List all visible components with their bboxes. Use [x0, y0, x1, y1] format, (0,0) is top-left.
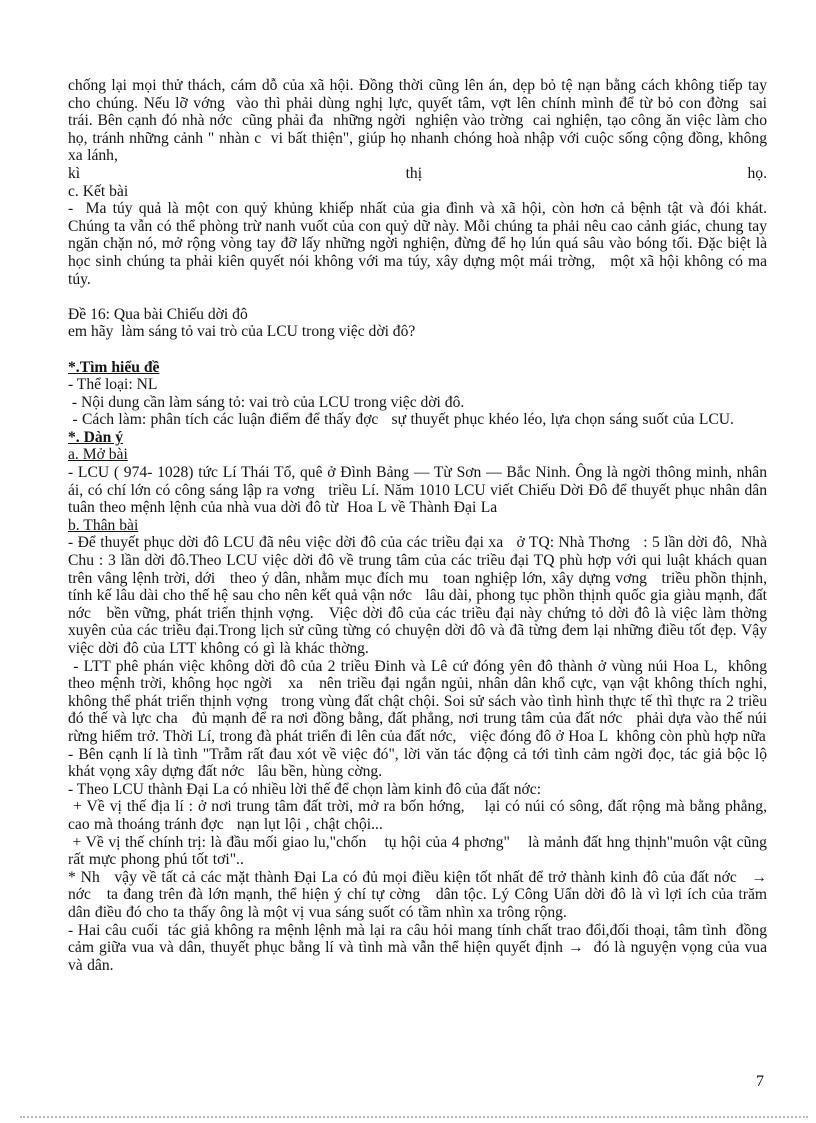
line-the-loai: - Thể loại: NL	[68, 376, 158, 394]
spread-word: họ.	[747, 164, 767, 182]
paragraph-hai-cau-cuoi: - Hai câu cuối tác giả không ra mệnh lệnh mà lại ra câu hỏi mang tính chất trao đổi,đối thoại, tâm tình đồng cảm giữa vua và dân, thuyết phục bằng lí và tình mà vẫn thể hiện quyết định → đó là nguyện vọng của vua và dân.	[68, 921, 772, 974]
heading-than-bai: b. Thân bài	[68, 516, 139, 534]
paragraph-vi-the-chinh-tri: + Về vị thế chính trị: là đầu mối giao lu,"chốn tụ hội của 4 phơng" là mảnh đất hng thịnh"muôn vật cũng rất mực phong phú tốt tơi"..	[68, 833, 772, 869]
topic-title-de-16: Đề 16: Qua bài Chiếu dời đô	[68, 305, 248, 323]
paragraph-ben-canh-li-la-tinh: - Bên cạnh lí là tình "Trẫm rất đau xót về việc đó", lời văn tác động cả tới tình cảm ngời đọc, tác giả bộc lộ khát vọng xây dựng đất nớc lâu bền, hùng cờng.	[68, 745, 772, 781]
line-noi-dung: - Nội dung cần làm sáng tỏ: vai trò của LCU trong việc dời đô.	[68, 393, 465, 411]
spread-word: thị	[405, 164, 423, 182]
heading-mo-bai: a. Mở bài	[68, 446, 128, 464]
line-theo-lcu-dai-la: - Theo LCU thành Đại La có nhiều lời thế để chọn làm kinh đô của đất nớc:	[68, 780, 542, 798]
paragraph-conclusion-drugs: - Ma túy quả là một con quỷ khủng khiếp nhất của gia đình và xã hội, còn hơn cả bệnh tật và đói khát. Chúng ta vẫn có thể phòng trừ nanh vuốt của con quỷ dữ này. Mỗi chúng ta phải nêu cao cảnh giác, chung tay ngăn chặn nó, mở rộng vòng tay đỡ lấy những ngời nghiện, đừng để họ lún quá sâu vào bóng tối. Đặc biệt là học sinh chúng ta phải kiên quyết nói không với ma túy, xây dựng một mái trờng, một xã hội không có ma túy.	[68, 200, 772, 288]
heading-dan-y: *. Dàn ý	[68, 428, 124, 446]
paragraph-cach-lam: - Cách làm: phân tích các luận điểm để thấy đợc sự thuyết phục khéo léo, lựa chọn sáng suốt của LCU.	[68, 411, 734, 429]
justified-spread-line	[68, 165, 767, 183]
paragraph-lcu-biography: - LCU ( 974- 1028) tức Lí Thái Tổ, quê ở Đình Bảng — Từ Sơn — Bắc Ninh. Ông là ngời thông minh, nhân ái, có chí lớn có công sáng lập ra vơng triều Lí. Năm 1010 LCU viết Chiếu Dời Đô để thuyết phục nhân dân tuân theo mệnh lệnh của nhà vua dời đô từ Hoa L về Thành Đại La	[68, 464, 772, 517]
document-body	[68, 77, 781, 974]
blank-line	[68, 288, 767, 306]
topic-question: em hãy làm sáng tỏ vai trò của LCU trong việc dời đô?	[68, 323, 416, 341]
spread-word: kì	[68, 164, 81, 182]
heading-ket-bai: c. Kết bài	[68, 182, 129, 200]
paragraph-vi-the-dia-li: + Về vị thế địa lí : ở nơi trung tâm đất trời, mở ra bốn hớng, lại có núi có sông, đất rộng mà bằng phẳng, cao mà thoáng tránh đợc nạn lụt lội , chật chội...	[68, 798, 772, 833]
page-number: 7	[756, 1073, 764, 1090]
heading-tim-hieu-de: *.Tìm hiểu đề	[68, 358, 160, 376]
paragraph-nh-vay-ket-luan: * Nh vậy về tất cả các mặt thành Đại La có đủ mọi điều kiện tốt nhất để trở thành kinh đô của đất nớc → nớc ta đang trên đà lớn mạnh, thể hiện ý chí tự cờng dân tộc. Lý Công Uẩn dời đô là vì lợi ích của trăm dân điều đó cho ta thấy ông là một vị vua sáng suốt có tầm nhìn xa trông rộng.	[68, 868, 776, 921]
paragraph-doi-do-trieu-dai: - Để thuyết phục dời đô LCU đã nêu việc dời đô của các triều đại xa ở TQ: Nhà Thơng : 5 lần dời đô, Nhà Chu : 3 lần dời đô.Theo LCU việc dời đô về trung tâm của các triều đại TQ phù hợp với qui luật khách quan trên vâng lệnh trời, dới theo ý dân, nhằm mục đích mu toan nghiệp lớn, xây dựng vơng triều phồn thịnh, tính kế lâu dài cho thế hệ sau cho nên kết quả vận nớc lâu dài, phong tục phồn thịnh quốc gia giàu mạnh, đất nớc bền vững, phát triển thịnh vợng. Việc dời đô của các triều đại này chứng tỏ dời đô là việc làm thờng xuyên của các triều đại.Trong lịch sử cũng từng có chuyện dời đô và đã từng đem lại những điều tốt đẹp. Vậy việc dời đô của LTT không có gì là khác thờng.	[68, 534, 781, 657]
blank-line	[68, 341, 767, 359]
paragraph-ltt-phe-phan: - LTT phê phán việc không dời đô của 2 triều Đinh và Lê cứ đóng yên đô thành ở vùng núi Hoa L, không theo mệnh trời, không học ngời xa nên triều đại ngắn ngủi, nhân dân khổ cực, vạn vật không thích nghi, không thể phát triển thịnh vợng trong vùng đất chật chội. Soi sử sách vào tình hình thực tế thì thực ra 2 triều đó thế và lực cha đủ mạnh để ra nơi đồng bằng, đất phẳng, nơi trung tâm của đất nớc phải dựa vào thế núi rừng hiểm trở. Thời Lí, trong đà phát triển đi lên của đất nớc, việc đóng đô ở Hoa L không còn phù hợp nữa	[68, 657, 772, 745]
paragraph-drug-prevention: chống lại mọi thử thách, cám dỗ của xã hội. Đồng thời cũng lên án, dẹp bỏ tệ nạn bằng cách không tiếp tay cho chúng. Nếu lỡ vớng vào thì phải dùng nghị lực, quyết tâm, vợt lên chính mình để từ bỏ con đờng sai trái. Bên cạnh đó nhà nớc cũng phải đa những ngời nghiện vào trờng cai nghiện, tạo công ăn việc làm cho họ, tránh những cảnh " nhàn c vi bất thiện", giúp họ nhanh chóng hoà nhập với cuộc sống cộng đồng, không xa lánh,	[68, 77, 772, 165]
footer-divider	[20, 1116, 808, 1118]
